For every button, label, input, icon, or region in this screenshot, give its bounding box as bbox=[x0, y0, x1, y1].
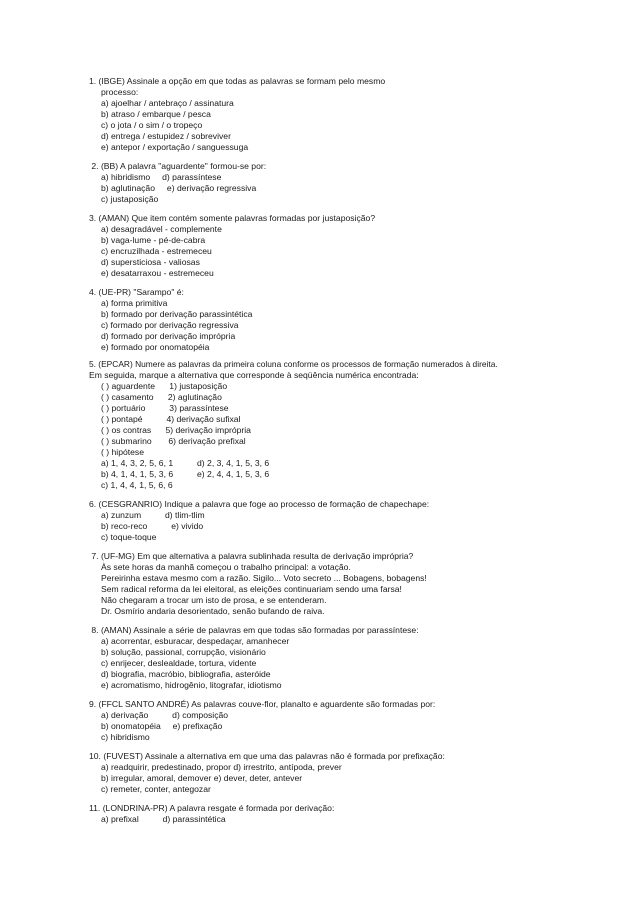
question-1-option-a: a) ajoelhar / antebraço / assinatura bbox=[101, 98, 234, 108]
question-1-option-d: d) entrega / estupidez / sobreviver bbox=[101, 131, 231, 141]
question-8-option-e: e) acromatismo, hidrogênio, litografar, idiotismo bbox=[101, 680, 282, 690]
question-2-title: 2. (BB) A palavra "aguardente" formou-se por: bbox=[89, 161, 267, 171]
question-7-sentence: Sem radical reforma da lei eleitoral, as eleições continuariam sendo uma farsa! bbox=[101, 584, 402, 594]
question-7-sentence: Às sete horas da manhã começou o trabalho principal: a votação. bbox=[101, 562, 351, 572]
question-11-title: 11. (LONDRINA-PR) A palavra resgate é formada por derivação: bbox=[89, 803, 335, 813]
question-1-line: processo: bbox=[101, 87, 139, 97]
question-3-option-d: d) supersticiosa - valiosas bbox=[101, 257, 200, 267]
question-10-option-line: b) irregular, amoral, demover e) dever, deter, antever bbox=[101, 773, 303, 783]
question-2-option-line: b) aglutinação e) derivação regressiva bbox=[101, 183, 257, 193]
question-7-sentence: Dr. Osmírio andaria desorientado, senão bufando de raiva. bbox=[101, 606, 325, 616]
question-5-title: 5. (EPCAR) Numere as palavras da primeira coluna conforme os processos de formação numerados à direita. bbox=[89, 359, 498, 369]
question-5-item-line: ( ) submarino 6) derivação prefixal bbox=[101, 436, 246, 446]
question-2-option-line: c) justaposição bbox=[101, 194, 159, 204]
question-7-title: 7. (UF-MG) Em que alternativa a palavra sublinhada resulta de derivação imprópria? bbox=[89, 551, 414, 561]
question-5-item-line: ( ) pontapé 4) derivação sufixal bbox=[101, 414, 241, 424]
question-4-option-d: d) formado por derivação imprópria bbox=[101, 331, 236, 341]
question-4-option-b: b) formado por derivação parassintética bbox=[101, 309, 253, 319]
question-10-option-line: a) readquirir, predestinado, propor d) irrestrito, antípoda, prever bbox=[101, 762, 342, 772]
question-9-option-line: c) hibridismo bbox=[101, 732, 150, 742]
question-8-option-b: b) solução, passional, corrupção, visionário bbox=[101, 647, 266, 657]
question-7-sentence: Pereirinha estava mesmo com a razão. Sigilo... Voto secreto ... Bobagens, bobagens! bbox=[101, 573, 427, 583]
question-11-option-line: a) prefixal d) parassintética bbox=[101, 814, 226, 824]
question-1-title: 1. (IBGE) Assinale a opção em que todas as palavras se formam pelo mesmo bbox=[89, 76, 386, 86]
question-9-option-line: b) onomatopéia e) prefixação bbox=[101, 721, 223, 731]
question-2-option-line: a) hibridismo d) parassíntese bbox=[101, 172, 222, 182]
question-5-item-line: ( ) hipótese bbox=[101, 447, 144, 457]
question-10-title: 10. (FUVEST) Assinale a alternativa em que uma das palavras não é formada por prefixação: bbox=[89, 751, 445, 761]
question-4-title: 4. (UE-PR) "Sarampo" é: bbox=[89, 287, 184, 297]
question-8-option-a: a) acorrentar, esburacar, despedaçar, amanhecer bbox=[101, 636, 290, 646]
question-4-option-c: c) formado por derivação regressiva bbox=[101, 320, 239, 330]
question-1-option-e: e) antepor / exportação / sanguessuga bbox=[101, 142, 249, 152]
question-5-option-line: a) 1, 4, 3, 2, 5, 6, 1 d) 2, 3, 4, 1, 5, 3, 6 bbox=[101, 458, 270, 468]
question-3-option-c: c) encruzilhada - estremeceu bbox=[101, 246, 212, 256]
question-3-title: 3. (AMAN) Que item contém somente palavras formadas por justaposição? bbox=[89, 213, 376, 223]
question-6-option-line: a) zunzum d) tlim-tlim bbox=[101, 510, 205, 520]
question-5-item-line: ( ) os contras 5) derivação imprópria bbox=[101, 425, 251, 435]
question-1-option-b: b) atraso / embarque / pesca bbox=[101, 109, 211, 119]
question-10-option-line: c) remeter, conter, antegozar bbox=[101, 784, 211, 794]
question-5-option-line: b) 4, 1, 4, 1, 5, 3, 6 e) 2, 4, 4, 1, 5, 3, 6 bbox=[101, 469, 270, 479]
question-1-option-c: c) o jota / o sim / o tropeço bbox=[101, 120, 203, 130]
question-5-item-line: ( ) casamento 2) aglutinação bbox=[101, 392, 222, 402]
question-5-item-line: ( ) aguardente 1) justaposição bbox=[101, 381, 228, 391]
question-3-option-b: b) vaga-lume - pé-de-cabra bbox=[101, 235, 206, 245]
question-8-option-c: c) enrijecer, deslealdade, tortura, vidente bbox=[101, 658, 257, 668]
question-5-option-line: c) 1, 4, 4, 1, 5, 6, 6 bbox=[101, 480, 173, 490]
question-3-option-a: a) desagradável - complemente bbox=[101, 224, 222, 234]
question-9-title: 9. (FFCL SANTO ANDRÉ) As palavras couve-flor, planalto e aguardente são formadas por: bbox=[89, 699, 436, 709]
question-9-option-line: a) derivação d) composição bbox=[101, 710, 229, 720]
question-4-option-e: e) formado por onomatopéia bbox=[101, 342, 210, 352]
question-4-option-a: a) forma primitiva bbox=[101, 298, 168, 308]
question-6-option-line: c) toque-toque bbox=[101, 532, 157, 542]
question-3-option-e: e) desatarraxou - estremeceu bbox=[101, 268, 214, 278]
question-5-item-line: ( ) portuário 3) parassíntese bbox=[101, 403, 229, 413]
question-8-title: 8. (AMAN) Assinale a série de palavras em que todas são formadas por parassíntese: bbox=[89, 625, 419, 635]
question-5-instruction: Em seguida, marque a alternativa que corresponde à seqüência numérica encontrada: bbox=[89, 370, 419, 380]
question-7-sentence: Não chegaram a trocar um isto de prosa, e se entenderam. bbox=[101, 595, 327, 605]
question-8-option-d: d) biografia, macróbio, bibliografia, asteróide bbox=[101, 669, 271, 679]
question-6-title: 6. (CESGRANRIO) Indique a palavra que foge ao processo de formação de chapechape: bbox=[89, 499, 430, 509]
question-6-option-line: b) reco-reco e) vivido bbox=[101, 521, 204, 531]
